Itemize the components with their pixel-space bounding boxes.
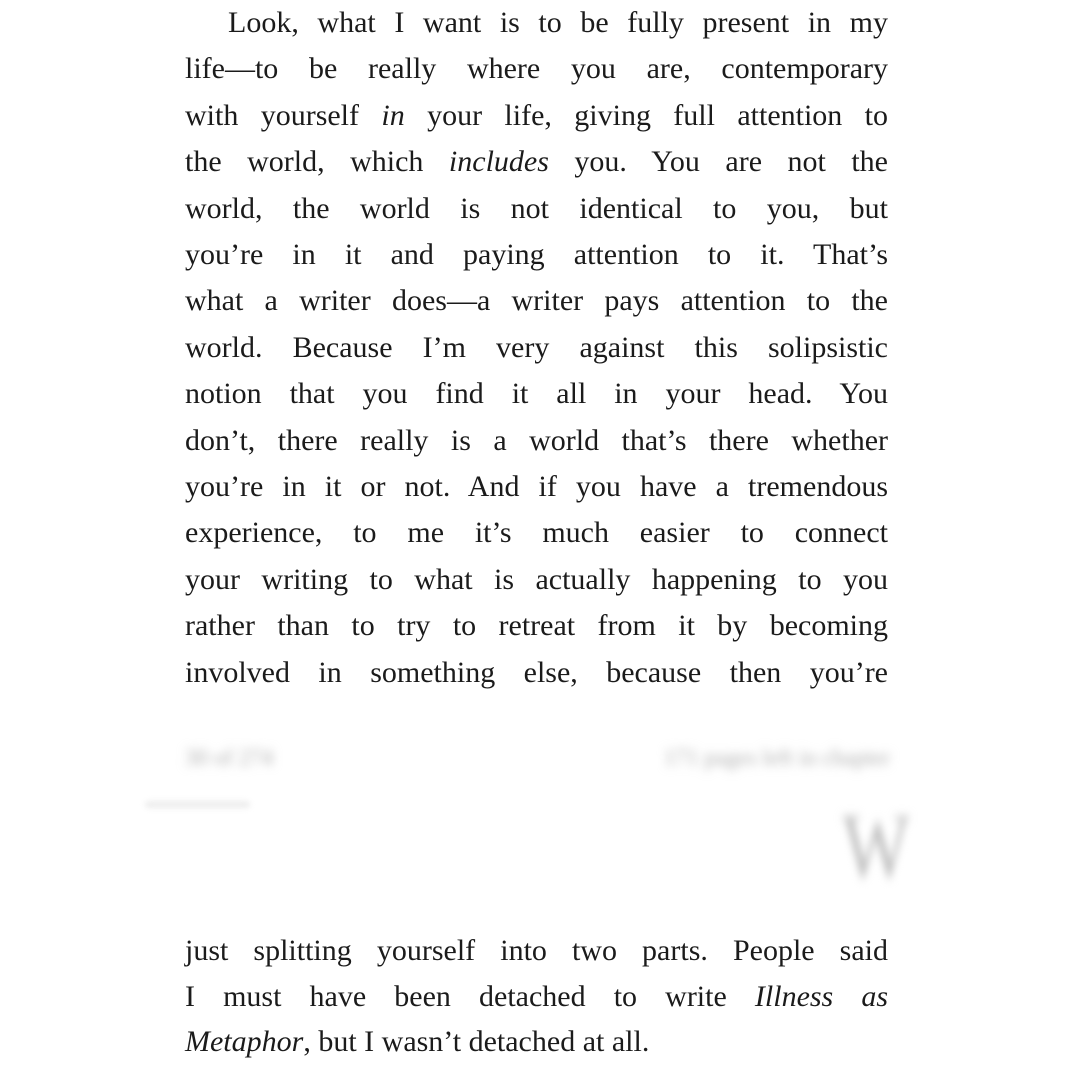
book-text-paragraph-2 bbox=[185, 928, 888, 1065]
text-line: Look, what I want is to be fully present in my bbox=[228, 6, 888, 39]
text-line: Metaphor, but I wasn’t detached at all. bbox=[185, 1025, 650, 1058]
text-line: experience, to me it’s much easier to connect bbox=[185, 516, 888, 550]
text-line: I must have been detached to write Illness as bbox=[185, 979, 889, 1013]
text-line: life—to be really where you are, contemporary bbox=[185, 52, 888, 86]
pages-left-label: 171 pages left in chapter bbox=[663, 745, 890, 770]
text-line: notion that you find it all in your head. You bbox=[185, 377, 888, 411]
text-line: what a writer does—a writer pays attention to the bbox=[185, 284, 888, 318]
page-progress-label: 30 of 274 bbox=[185, 745, 274, 770]
text-line: with yourself in your life, giving full attention to bbox=[185, 98, 888, 132]
watermark-logo-icon: W bbox=[842, 795, 910, 897]
text-line: world, the world is not identical to you, but bbox=[185, 191, 888, 225]
text-line: don’t, there really is a world that’s there whether bbox=[185, 423, 888, 457]
text-line: world. Because I’m very against this solipsistic bbox=[185, 330, 888, 364]
reading-progress-footer bbox=[185, 741, 890, 775]
text-line: your writing to what is actually happening to you bbox=[185, 562, 888, 596]
text-line: rather than to try to retreat from it by becoming bbox=[185, 609, 888, 643]
book-text-paragraph-1 bbox=[185, 0, 888, 696]
text-line: just splitting yourself into two parts. People said bbox=[185, 934, 888, 967]
text-line: the world, which includes you. You are not the bbox=[185, 145, 888, 179]
text-line: you’re in it and paying attention to it. That’s bbox=[185, 238, 888, 272]
text-line: involved in something else, because then you’re bbox=[185, 655, 888, 689]
text-line: you’re in it or not. And if you have a tremendous bbox=[185, 470, 888, 504]
section-divider bbox=[145, 801, 250, 808]
